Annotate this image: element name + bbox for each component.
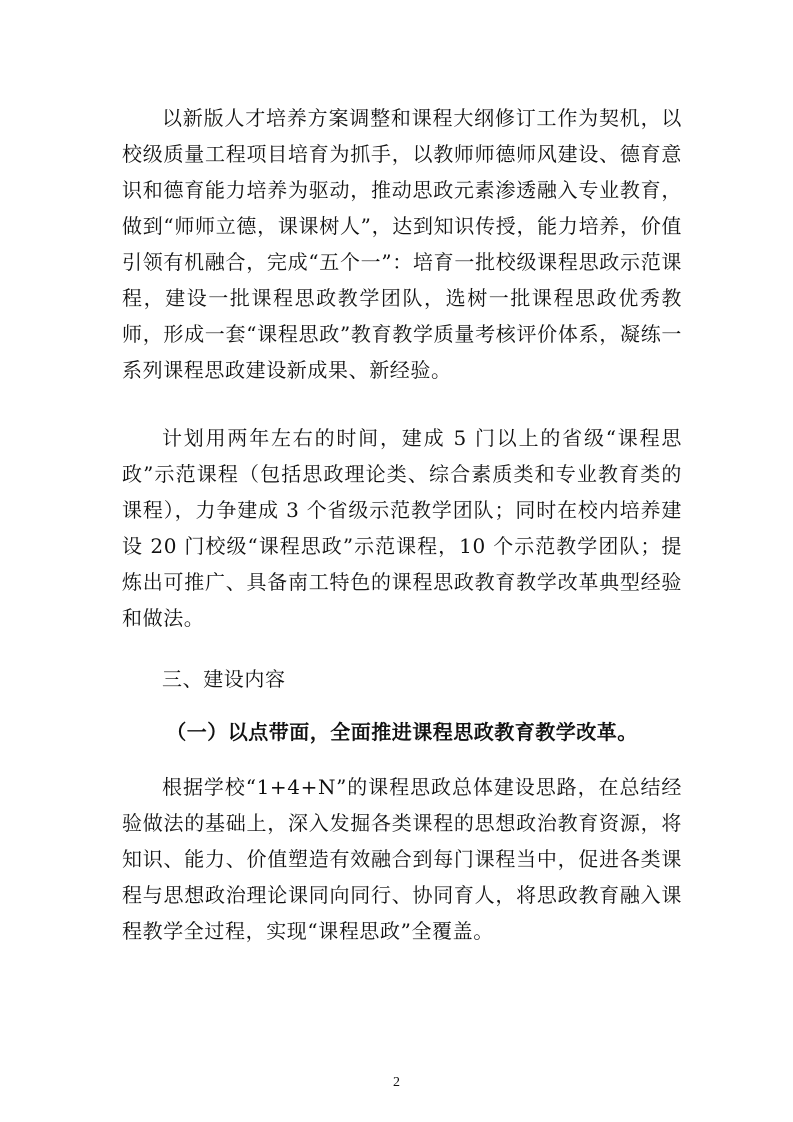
paragraph-approach: 根据学校“1+4+N”的课程思政总体建设思路，在总结经验做法的基础上，深入发掘各类课程的思想政治教育资源，将知识、能力、价值塑造有效融合到每门课程当中，促进各类课程与思想政治理论课同向同行、协同育人，将思政教育融入课程教学全过程，实现“课程思政”全覆盖。 [122,775,682,943]
page-number: 2 [393,1075,400,1090]
paragraph-plan: 计划用两年左右的时间，建成 5 门以上的省级“课程思政”示范课程（包括思政理论类、综合素质类和专业教育类的课程），力争建成 3 个省级示范教学团队；同时在校内培养建设 20 门校级“课程思政”示范课程，10 个示范教学团队；提炼出可推广、具备南工特色的课程思政教育教学改革典型经验和做法。 [122,426,682,630]
subsection-heading: （一）以点带面，全面推进课程思政教育教学改革。 [166,720,638,744]
paragraph-goals: 以新版人才培养方案调整和课程大纲修订工作为契机，以校级质量工程项目培育为抓手，以教师师德师风建设、德育意识和德育能力培养为驱动，推动思政元素渗透融入专业教育，做到“师师立德，课课树人”，达到知识传授，能力培养，价值引领有机融合，完成“五个一”：培育一批校级课程思政示范课程，建设一批课程思政教学团队，选树一批课程思政优秀教师，形成一套“课程思政”教育教学质量考核评价体系，凝练一系列课程思政建设新成果、新经验。 [122,106,682,382]
section-heading: 三、建设内容 [162,667,286,691]
